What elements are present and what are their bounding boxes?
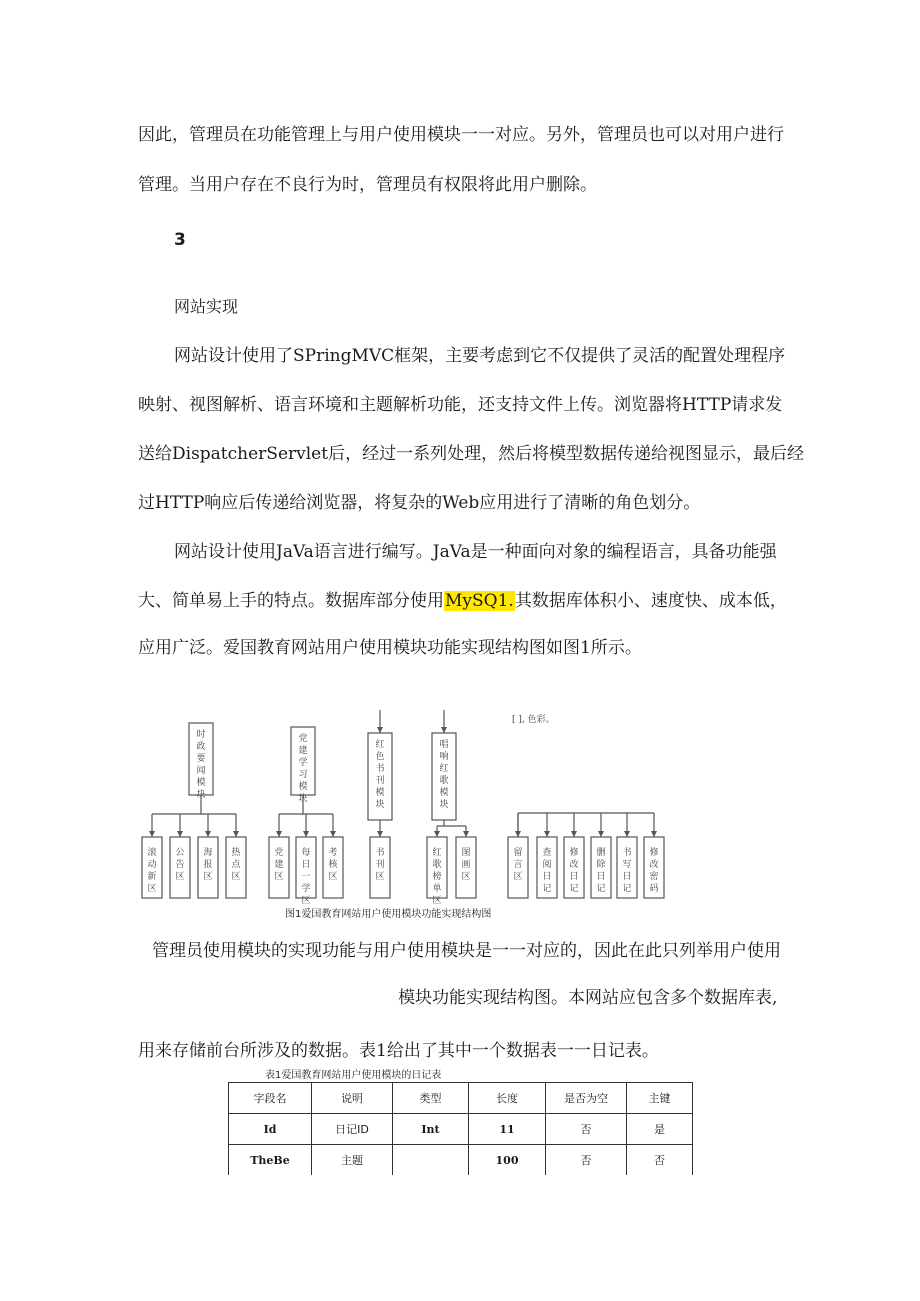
paragraph-1-line-2: 管理。当用户存在不良行为时，管理员有权限将此用户删除。 bbox=[138, 175, 597, 195]
arrow-head bbox=[441, 727, 447, 733]
child-label bbox=[147, 846, 156, 894]
svg-text:区: 区 bbox=[432, 896, 442, 906]
svg-text:红: 红 bbox=[432, 848, 442, 858]
paragraph-3-line-2 bbox=[138, 590, 787, 612]
child-label bbox=[513, 846, 522, 882]
paragraph-2-line-1: 网站设计使用了SPringMVC框架，主要考虑到它不仅提供了灵活的配置处理程序 bbox=[174, 346, 786, 366]
svg-text:块: 块 bbox=[375, 800, 385, 810]
header-cell: 长度 bbox=[469, 1083, 546, 1114]
header-cell: 字段名 bbox=[229, 1083, 312, 1114]
child-label bbox=[542, 846, 551, 894]
child-label bbox=[175, 847, 184, 882]
arrow-head bbox=[205, 831, 211, 837]
svg-text:色: 色 bbox=[375, 752, 385, 762]
module-label bbox=[196, 728, 205, 800]
child-box bbox=[323, 837, 343, 898]
svg-text:查: 查 bbox=[542, 848, 552, 858]
table-row bbox=[229, 1145, 693, 1176]
svg-text:歌: 歌 bbox=[432, 860, 442, 870]
paragraph-4-line-1: 管理员使用模块的实现功能与用户使用模块是一一对应的，因此在此只列举用户使用 bbox=[152, 941, 781, 961]
svg-text:歌: 歌 bbox=[439, 776, 449, 786]
paragraph-2-line-2: 映射、视图解析、语言环境和主题解析功能，还支持文件上传。浏览器将HTTP请求发 bbox=[138, 395, 783, 415]
arrow-head bbox=[463, 831, 469, 837]
table-row bbox=[229, 1114, 693, 1145]
paragraph-3-line-3: 应用广泛。爱国教育网站用户使用模块功能实现结构图如图1所示。 bbox=[138, 638, 642, 658]
svg-text:修: 修 bbox=[569, 848, 579, 858]
table-cell: 否 bbox=[546, 1145, 627, 1176]
svg-text:码: 码 bbox=[649, 884, 659, 894]
section-title: 网站实现 bbox=[174, 297, 239, 316]
svg-text:海: 海 bbox=[203, 848, 213, 858]
table-header-row bbox=[229, 1083, 693, 1114]
child-label bbox=[375, 846, 384, 882]
svg-text:写: 写 bbox=[622, 860, 632, 870]
svg-text:留: 留 bbox=[513, 848, 523, 858]
table-cell: 100 bbox=[469, 1145, 546, 1176]
arrow-head bbox=[330, 831, 336, 837]
svg-text:建: 建 bbox=[274, 860, 284, 870]
arrow-head bbox=[598, 831, 604, 837]
table-cell: TheBe bbox=[229, 1145, 312, 1176]
arrow-head bbox=[177, 831, 183, 837]
svg-text:记: 记 bbox=[542, 884, 552, 894]
table-cell: 11 bbox=[469, 1114, 546, 1145]
svg-text:建: 建 bbox=[298, 746, 308, 756]
svg-text:模: 模 bbox=[439, 788, 449, 798]
svg-text:区: 区 bbox=[231, 872, 241, 882]
child-label bbox=[231, 846, 241, 882]
child-box bbox=[508, 837, 528, 898]
child-box bbox=[370, 837, 390, 898]
child-label bbox=[274, 846, 283, 882]
svg-text:榜: 榜 bbox=[432, 872, 442, 882]
svg-text:报: 报 bbox=[203, 860, 213, 870]
svg-text:图: 图 bbox=[461, 848, 471, 858]
child-box bbox=[170, 837, 190, 898]
svg-text:言: 言 bbox=[513, 860, 523, 870]
svg-text:块: 块 bbox=[196, 790, 206, 800]
svg-text:删: 删 bbox=[596, 848, 606, 858]
svg-text:记: 记 bbox=[596, 884, 606, 894]
svg-text:日: 日 bbox=[301, 860, 311, 870]
svg-text:块: 块 bbox=[298, 794, 308, 804]
table-cell: 否 bbox=[546, 1114, 627, 1145]
child-label bbox=[569, 846, 578, 894]
svg-text:红: 红 bbox=[375, 740, 385, 750]
paragraph-4-line-2: 模块功能实现结构图。本网站应包含多个数据库表, bbox=[398, 988, 778, 1008]
arrow-head bbox=[651, 831, 657, 837]
svg-text:区: 区 bbox=[203, 872, 213, 882]
svg-text:区: 区 bbox=[301, 896, 311, 906]
header-cell: 主键 bbox=[627, 1083, 693, 1114]
svg-text:块: 块 bbox=[439, 800, 449, 810]
module-box bbox=[368, 733, 392, 820]
arrow-head bbox=[434, 831, 440, 837]
paragraph-2-line-4: 过HTTP响应后传递给浏览器，将复杂的Web应用进行了清晰的角色划分。 bbox=[138, 493, 701, 513]
svg-text:画: 画 bbox=[461, 860, 471, 870]
svg-text:日: 日 bbox=[622, 872, 632, 882]
svg-text:区: 区 bbox=[513, 872, 523, 882]
arrow-head bbox=[303, 831, 309, 837]
svg-text:唱: 唱 bbox=[439, 740, 449, 750]
child-label bbox=[203, 846, 212, 882]
paragraph-4-line-3: 用来存储前台所涉及的数据。表1给出了其中一个数据表一一日记表。 bbox=[138, 1041, 659, 1061]
svg-text:阅: 阅 bbox=[542, 860, 552, 870]
child-label bbox=[622, 846, 631, 894]
child-label bbox=[328, 846, 338, 882]
svg-text:书: 书 bbox=[622, 848, 632, 858]
table-cell: 是 bbox=[627, 1114, 693, 1145]
svg-text:区: 区 bbox=[147, 884, 157, 894]
svg-text:改: 改 bbox=[569, 860, 579, 870]
highlighted-text: MySQ1. bbox=[445, 591, 514, 611]
svg-text:刊: 刊 bbox=[375, 776, 385, 786]
child-box bbox=[269, 837, 289, 898]
module-box bbox=[189, 723, 213, 795]
arrow-head bbox=[276, 831, 282, 837]
table-cell: 主题 bbox=[312, 1145, 393, 1176]
svg-text:响: 响 bbox=[439, 752, 449, 762]
module-label bbox=[439, 739, 448, 810]
child-label bbox=[461, 847, 470, 882]
child-box bbox=[456, 837, 476, 898]
svg-text:每: 每 bbox=[301, 848, 311, 858]
arrow-head bbox=[515, 831, 521, 837]
svg-text:模: 模 bbox=[375, 788, 385, 798]
svg-text:学: 学 bbox=[301, 884, 311, 894]
arrow-head bbox=[233, 831, 239, 837]
svg-text:政: 政 bbox=[196, 742, 206, 752]
svg-text:时: 时 bbox=[196, 730, 206, 740]
module-label bbox=[375, 738, 384, 810]
child-box bbox=[296, 837, 316, 898]
svg-text:学: 学 bbox=[298, 758, 308, 768]
arrow-head bbox=[377, 727, 383, 733]
svg-text:除: 除 bbox=[596, 860, 606, 870]
svg-text:闻: 闻 bbox=[196, 766, 206, 776]
svg-text:一: 一 bbox=[301, 872, 311, 882]
paragraph-3-line-1: 网站设计使用JaVa语言进行编写。JaVa是一种面向对象的编程语言，具备功能强 bbox=[174, 542, 777, 562]
child-box bbox=[617, 837, 637, 898]
paragraph-3-line-2-start: 大、简单易上手的特点。数据库部分使用 bbox=[138, 591, 444, 611]
child-box bbox=[427, 837, 447, 898]
table-caption: 表1爱国教育网站用户使用模块的日记表 bbox=[265, 1070, 442, 1081]
svg-text:修: 修 bbox=[649, 848, 659, 858]
child-label bbox=[301, 846, 310, 906]
child-label bbox=[649, 846, 658, 894]
header-cell: 类型 bbox=[393, 1083, 469, 1114]
header-cell: 是否为空 bbox=[546, 1083, 627, 1114]
table-cell: Int bbox=[393, 1114, 469, 1145]
module-label bbox=[298, 732, 307, 804]
svg-text:告: 告 bbox=[175, 860, 185, 870]
arrow-head bbox=[571, 831, 577, 837]
table-cell: 否 bbox=[627, 1145, 693, 1176]
paragraph-1-line-1: 因此，管理员在功能管理上与用户使用模块一一对应。另外，管理员也可以对用户进行 bbox=[138, 125, 784, 145]
table-cell bbox=[393, 1145, 469, 1176]
svg-text:区: 区 bbox=[375, 872, 385, 882]
child-box bbox=[226, 837, 246, 898]
svg-text:核: 核 bbox=[328, 860, 338, 870]
svg-text:公: 公 bbox=[175, 848, 185, 858]
svg-text:考: 考 bbox=[328, 848, 338, 858]
svg-text:记: 记 bbox=[569, 884, 579, 894]
paragraph-2-line-3: 送给DispatcherServlet后，经过一系列处理，然后将模型数据传递给视图显示，最后经 bbox=[138, 444, 805, 464]
table-cell: Id bbox=[229, 1114, 312, 1145]
svg-text:日: 日 bbox=[542, 872, 552, 882]
child-box bbox=[644, 837, 664, 898]
child-box bbox=[591, 837, 611, 898]
partial-label: [ ], 色彩。 bbox=[512, 715, 555, 725]
child-box bbox=[198, 837, 218, 898]
module-box bbox=[291, 727, 315, 795]
table-cell: 日记ID bbox=[312, 1114, 393, 1145]
child-box bbox=[142, 837, 162, 898]
svg-text:区: 区 bbox=[328, 872, 338, 882]
svg-text:区: 区 bbox=[175, 872, 185, 882]
svg-text:要: 要 bbox=[196, 754, 206, 764]
paragraph-3-line-2-end: 其数据库体积小、速度快、成本低， bbox=[514, 591, 787, 611]
svg-text:改: 改 bbox=[649, 860, 659, 870]
svg-text:密: 密 bbox=[649, 872, 659, 882]
svg-text:书: 书 bbox=[375, 764, 385, 774]
svg-text:点: 点 bbox=[231, 860, 241, 870]
svg-text:红: 红 bbox=[439, 764, 449, 774]
arrow-head bbox=[149, 831, 155, 837]
svg-text:区: 区 bbox=[461, 872, 471, 882]
svg-text:习: 习 bbox=[298, 770, 308, 780]
child-label bbox=[432, 846, 441, 906]
svg-text:滚: 滚 bbox=[147, 848, 157, 858]
child-box bbox=[537, 837, 557, 898]
svg-text:日: 日 bbox=[596, 872, 606, 882]
svg-text:记: 记 bbox=[622, 884, 632, 894]
svg-text:书: 书 bbox=[375, 848, 385, 858]
svg-text:热: 热 bbox=[231, 848, 241, 858]
svg-text:党: 党 bbox=[298, 734, 308, 744]
module-box bbox=[432, 733, 456, 820]
child-label bbox=[596, 846, 606, 894]
arrow-head bbox=[544, 831, 550, 837]
svg-text:日: 日 bbox=[569, 872, 579, 882]
svg-text:模: 模 bbox=[298, 782, 308, 792]
arrow-head bbox=[377, 831, 383, 837]
section-number: 3 bbox=[174, 230, 186, 250]
svg-text:区: 区 bbox=[274, 872, 284, 882]
child-box bbox=[564, 837, 584, 898]
svg-text:动: 动 bbox=[147, 860, 157, 870]
svg-text:刊: 刊 bbox=[375, 860, 385, 870]
diary-table bbox=[228, 1082, 693, 1175]
svg-text:模: 模 bbox=[196, 778, 206, 788]
svg-text:新: 新 bbox=[147, 872, 157, 882]
figure-caption: 图1爱国教育网站用户使用模块功能实现结构图 bbox=[285, 909, 492, 920]
svg-text:党: 党 bbox=[274, 848, 284, 858]
arrow-head bbox=[624, 831, 630, 837]
header-cell: 说明 bbox=[312, 1083, 393, 1114]
svg-text:单: 单 bbox=[432, 884, 442, 894]
